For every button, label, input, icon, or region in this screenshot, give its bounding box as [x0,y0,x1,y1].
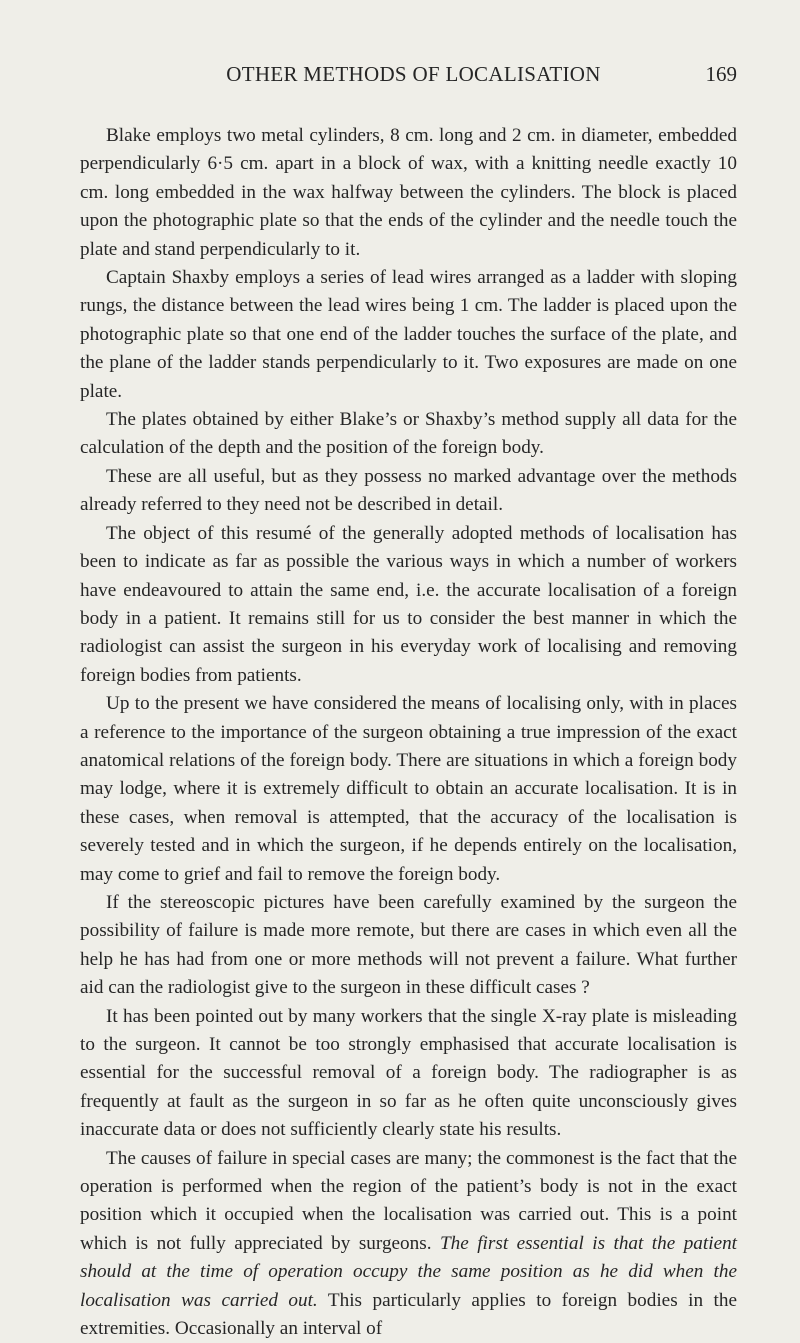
paragraph-resume-object: The object of this resumé of the generally adopted methods of localisation has been to indicate as far as possible the various ways in which a number of workers have endeavoured to attain the same end, i.e. the accurate localisation of a foreign body in a patient. It remains still for us to consider the best manner in which the radiologist can assist the surgeon in his everyday work of localising and removing foreign bodies from patients. [80,522,737,686]
paragraph-blake-method: Blake employs two metal cylinders, 8 cm. long and 2 cm. in diameter, embedded perpendicularly 6·5 cm. apart in a block of wax, with a knitting needle exactly 10 cm. long embedded in the wax halfway between the cylinders. The block is placed upon the photographic plate so that the ends of the cylinder and the needle touch the plate and stand perpendicularly to it. [80,125,737,260]
paragraph-shaxby-method: Captain Shaxby employs a series of lead wires arranged as a ladder with sloping rungs, the distance between the lead wires being 1 cm. The ladder is placed upon the photographic plate so that one end of the ladder touches the surface of the plate, and the plane of the ladder stands perpendicularly to it. Two exposures are made on one plate. [80,267,737,402]
running-title: OTHER METHODS OF LOCALISATION [226,62,601,86]
paragraph-stereoscopic: If the stereoscopic pictures have been carefully examined by the surgeon the possibility of failure is made more remote, but there are cases in which even all the help he has had from one or more methods will not prevent a failure. What further aid can the radiologist give to the surgeon in these difficult cases ? [80,891,737,999]
running-head [80,62,737,96]
paragraph-methods-useful: These are all useful, but as they possess no marked advantage over the methods already referred to they need not be described in detail. [80,465,737,516]
paragraph-plates-data: The plates obtained by either Blake’s or Shaxby’s method supply all data for the calculation of the depth and the position of the foreign body. [80,409,737,459]
body-text [80,122,737,1343]
paragraph-single-plate: It has been pointed out by many workers that the single X-ray plate is misleading to the surgeon. It cannot be too strongly emphasised that accurate localisation is essential for the successful removal of a foreign body. The radiographer is as frequently at fault as the surgeon in so far as he often quite unconsciously gives inaccurate data or does not sufficiently clearly state his results. [80,1005,737,1141]
paragraph-causes-of-failure [80,1145,737,1343]
page-number: 169 [705,62,737,86]
causes-text: The causes of failure in special cases are many; the commonest is the fact that the operation is performed when the region of the patient’s body is not in the exact position which it occupied when the localisation was carried out. This is a point which is not fully appreciated by surgeons. [80,1147,737,1254]
paragraph-localising-difficulty: Up to the present we have considered the means of localising only, with in places a reference to the importance of the surgeon obtaining a true impression of the exact anatomical relations of the foreign body. There are situations in which a foreign body may lodge, where it is extremely difficult to obtain an accurate localisation. It is in these cases, when removal is attempted, that the accuracy of the localisation is severely tested and in which the surgeon, if he depends entirely on the localisation, may come to grief and fail to remove the foreign body. [80,693,737,885]
emphasis-first-essential: The first essential is that the patient should at the time of operation occupy the same position as he did when the localisation was carried out. [80,1232,738,1311]
extremities-text: This particularly applies to foreign bodies in the extremities. Occasionally an interval of [80,1289,737,1340]
